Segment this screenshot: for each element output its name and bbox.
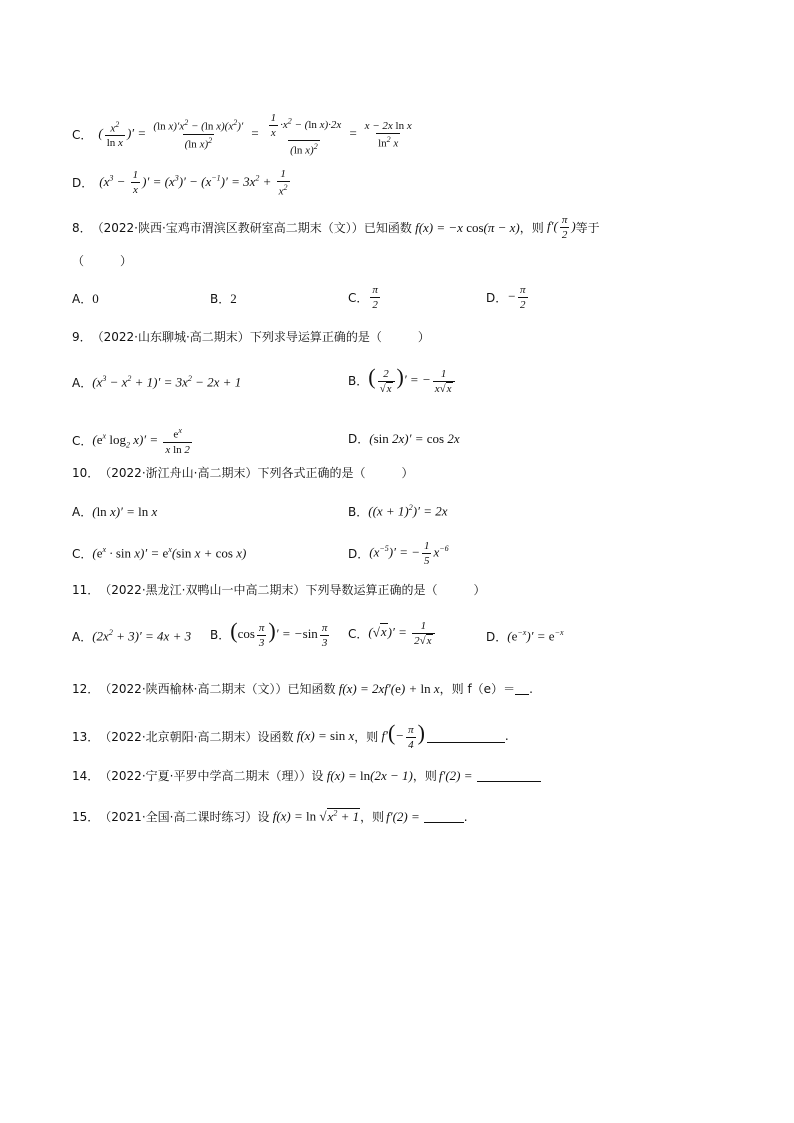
- q12-ask: ，则 f（e）＝: [439, 682, 516, 696]
- question-source: （2022·北京朝阳·高二期末）: [99, 729, 258, 744]
- option-label: D．: [72, 176, 94, 191]
- end-mark: .: [504, 729, 509, 744]
- q10-option-b[interactable]: [348, 503, 447, 520]
- q14-function: f(x) = ln(2x − 1): [323, 767, 413, 783]
- question-number: 14．: [72, 769, 100, 783]
- q8-function: f(x) = −x cos(π − x): [411, 219, 520, 235]
- option-text: $(e^x \cdot \sin x)' = e^x(\sin$ x + cos x): [92, 545, 247, 561]
- option-label: C．: [348, 627, 369, 641]
- q7-option-c: [72, 112, 416, 157]
- option-text: 0: [92, 290, 99, 306]
- answer-blank[interactable]: [477, 769, 541, 782]
- option-label: B．: [210, 627, 231, 642]
- option-text: $(e^{-x})' = e^{-x}$: [507, 628, 564, 644]
- q13-function: f(x) = sin x: [293, 728, 355, 744]
- question-number: 10．: [72, 466, 100, 480]
- q8-option-a[interactable]: [72, 290, 99, 307]
- question-source: （2022·浙江舟山·高二期末）: [99, 466, 258, 480]
- q15-ask-expr: f′(2) =: [386, 808, 420, 824]
- question-number: 13．: [72, 729, 100, 744]
- option-label: A．: [72, 630, 93, 644]
- q9-option-a[interactable]: [72, 374, 241, 391]
- option-label: D．: [348, 432, 370, 446]
- question-source: （2022·宁夏·平罗中学高二期末（理））: [99, 769, 312, 783]
- option-text: (sin 2x)′ = cos 2x: [369, 430, 460, 446]
- question-number: 11．: [72, 583, 100, 597]
- option-text: (cos $\frac{\pi}{3}$ )′ = −sin $\frac{\pi}{3}$: [230, 618, 328, 649]
- q15-stem: [72, 808, 468, 825]
- q11-option-d[interactable]: [486, 628, 564, 645]
- q8-option-b[interactable]: [210, 290, 237, 307]
- question-number: 12．: [72, 682, 100, 696]
- q13-ask-expr: f′(− $\frac{\pi}{4}$ ): [378, 720, 425, 751]
- option-label: C．: [72, 127, 93, 142]
- question-stem: 设: [257, 810, 270, 824]
- question-source: （2021·全国·高二课时练习）: [99, 810, 258, 824]
- q9-option-b[interactable]: [348, 366, 457, 395]
- q10-option-d[interactable]: [348, 540, 449, 567]
- option-label: A．: [72, 505, 93, 519]
- question-stem: 下列导数运算正确的是（ ）: [305, 583, 486, 597]
- option-label: D．: [486, 291, 508, 305]
- option-label: C．: [72, 547, 93, 561]
- question-source: （2022·陕西·宝鸡市渭滨区教研室高二期末（文））: [91, 221, 364, 235]
- q14-stem: [72, 767, 541, 784]
- q7-option-c-formula: ( $\frac{x^2}{\text{ln x}}$ )′ = $\frac{(\ln x)'x^2 - (\ln x)(x^2)'}{(\ln x)^2}$ = $\frac{1}{x}$ $\cdot x^2 - (\ln$ x)·2x (ln x)$^2$ = $\frac{\text{x − 2x ln x}}{\ln^2 x}$: [98, 112, 412, 157]
- q15-ask: ，则: [360, 810, 385, 824]
- option-text: $((x + 1)^2)' = 2x$: [368, 503, 448, 519]
- q12-stem: [72, 680, 533, 697]
- q15-function: $f(x) = \ln √x^2 + 1$: [269, 808, 360, 824]
- question-source: （2022·黑龙江·双鸭山一中高二期末）: [99, 583, 306, 597]
- q7-option-d-formula: ($x^3$ − $\frac{1}{x}$ )′ = $(x^3)' - (x^{-1})' = 3x^2$ + $\frac{1}{x^2}$: [99, 168, 288, 198]
- q7-option-d: [72, 168, 292, 198]
- answer-blank[interactable]: [515, 682, 529, 695]
- option-text: − $\frac{\pi}{2}$: [507, 284, 526, 311]
- question-source: （2022·陕西榆林·高二期末（文））: [99, 682, 288, 696]
- q10-stem: [72, 464, 413, 481]
- option-text: $\frac{\pi}{2}$: [372, 284, 378, 311]
- option-label: C．: [348, 291, 369, 305]
- q8-option-d[interactable]: [486, 284, 530, 311]
- question-stem: 已知函数: [287, 682, 336, 696]
- q8-ask-prefix: ，则: [519, 221, 544, 235]
- option-text: $(x^{-5})'$ = − $\frac{1}{5}$ $x^{-6}$: [369, 540, 449, 567]
- option-text: 2: [230, 290, 237, 306]
- option-text: $(x^3 - x^2 + 1)' = 3x^2 - 2x + 1$: [92, 374, 242, 390]
- option-text: (ln x)′ = ln x: [92, 503, 158, 519]
- option-text: $(2x^2 + 3)' = 4x + 3$: [92, 628, 192, 644]
- q12-function: f(x) = 2xf′(e) + ln x: [335, 680, 440, 696]
- question-number: 9．: [72, 330, 92, 344]
- q13-stem: [72, 722, 509, 751]
- q9-stem: [72, 328, 430, 345]
- q8-ask-expr: f′( $\frac{\pi}{2}$ ): [543, 214, 576, 241]
- option-label: B．: [348, 373, 369, 388]
- q14-ask: ，则: [412, 769, 437, 783]
- option-label: A．: [72, 376, 93, 390]
- q9-option-d[interactable]: [348, 430, 460, 447]
- question-number: 15．: [72, 810, 100, 824]
- q11-option-c[interactable]: [348, 620, 437, 647]
- option-label: D．: [348, 547, 370, 561]
- option-label: B．: [210, 292, 231, 306]
- q8-ask-suffix: 等于: [575, 221, 600, 235]
- question-stem: 下列求导运算正确的是（ ）: [249, 330, 430, 344]
- option-label: C．: [72, 434, 93, 449]
- option-text: ( $\frac{2}{√x}$ )′ = − $\frac{1}{x√x}$: [368, 366, 456, 395]
- option-label: A．: [72, 292, 93, 306]
- q10-option-a[interactable]: [72, 503, 157, 520]
- end-mark: .: [463, 809, 468, 824]
- answer-blank[interactable]: [427, 730, 505, 743]
- answer-paren: （ ）: [72, 254, 133, 268]
- q8-stem: [72, 214, 600, 241]
- question-stem: 下列各式正确的是（ ）: [257, 466, 414, 480]
- option-label: B．: [348, 505, 369, 519]
- option-text: (√x)′ = $\frac{1}{2√x}$: [368, 620, 436, 647]
- q14-ask-expr: f′(2) =: [438, 767, 473, 783]
- option-text: ($e^x$ $\log_2 x)'$ = $\frac{e^x}{\text{x ln 2}}$: [92, 426, 190, 456]
- question-stem: 设函数: [257, 729, 294, 744]
- q11-option-b[interactable]: [210, 620, 331, 649]
- question-source: （2022·山东聊城·高二期末）: [91, 330, 250, 344]
- answer-blank[interactable]: [424, 810, 464, 823]
- question-stem: 设: [311, 769, 324, 783]
- q10-option-c[interactable]: [72, 545, 246, 562]
- q13-ask: ，则: [354, 729, 379, 744]
- q11-option-a[interactable]: [72, 628, 191, 645]
- q9-option-c[interactable]: [72, 426, 194, 456]
- q11-stem: [72, 581, 485, 598]
- end-mark: .: [529, 681, 533, 696]
- option-label: D．: [486, 630, 508, 644]
- question-number: 8．: [72, 221, 92, 235]
- question-stem: 已知函数: [363, 221, 412, 235]
- q8-option-c[interactable]: [348, 284, 382, 311]
- q8-paren: [72, 252, 132, 269]
